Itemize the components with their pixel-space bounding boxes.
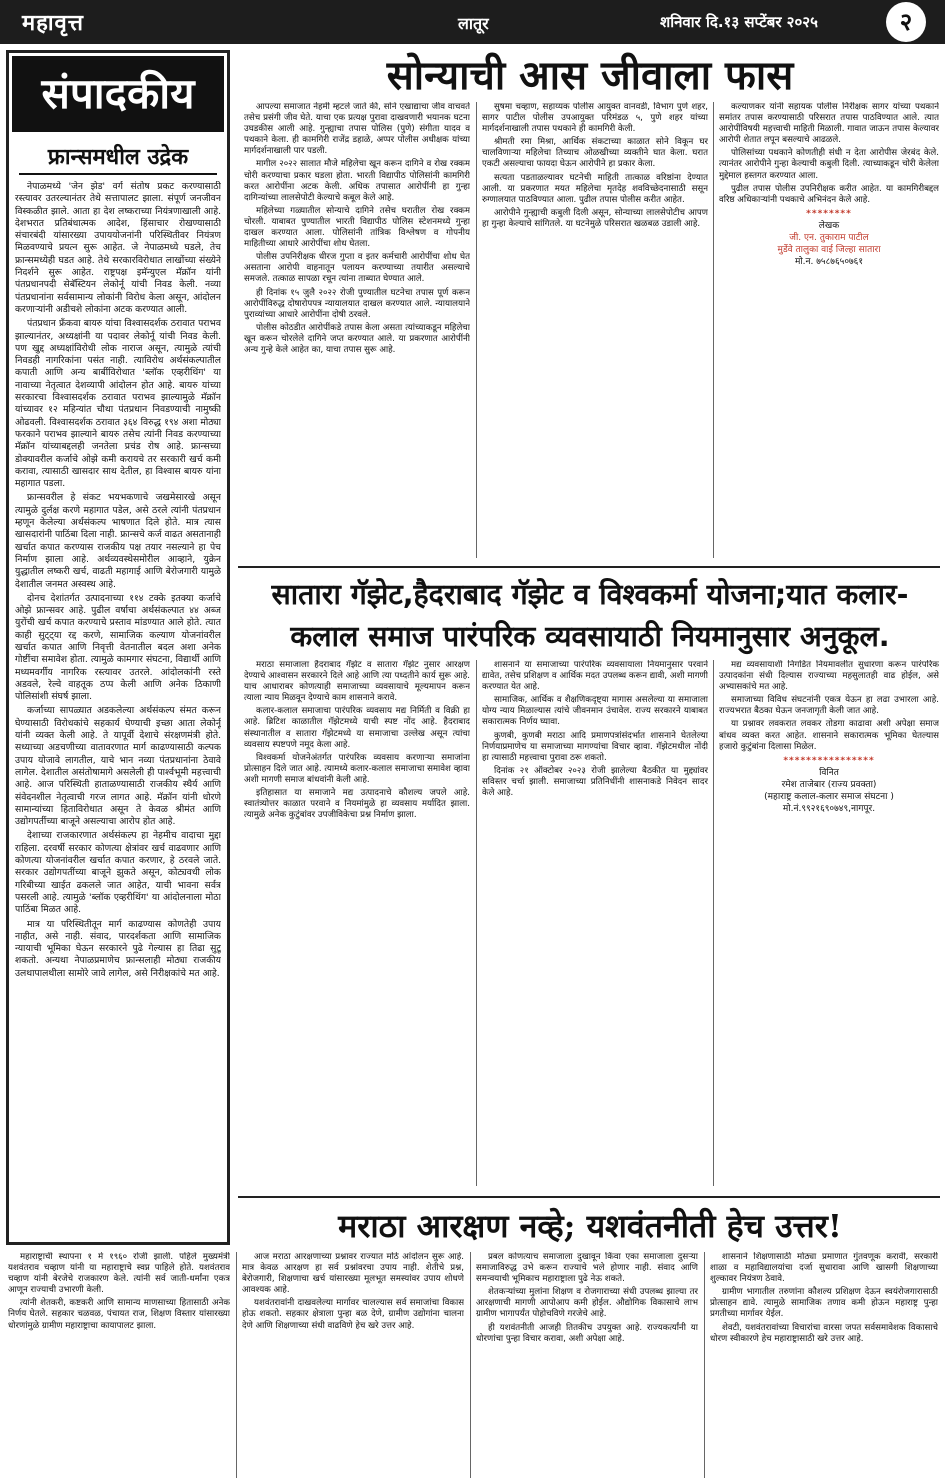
edition-city: लातूर — [458, 14, 489, 33]
column-divider — [713, 102, 714, 558]
column-divider — [470, 1252, 471, 1478]
issue-date: शनिवार दि.१३ सप्टेंबर २०२५ — [660, 13, 818, 31]
article3-paragraph: आज मराठा आरक्षणाच्या प्रश्नावर राज्यात मोठे आंदोलन सुरू आहे. मात्र केवळ आरक्षण हा सर्व प्रश्नांवरचा उपाय नाही. शेतीचे प्रश्न, बेरोजगारी, शिक्षणाचा खर्च यांसारख्या मूलभूत समस्यांवर उपाय शोधणे आवश्यक आहे. — [242, 1252, 464, 1296]
article2-paragraph: दिनांक २१ ऑक्टोबर २०२३ रोजी झालेल्या बैठकीत या मुद्द्यांवर सविस्तर चर्चा झाली. समाजाच्या प्रतिनिधींनी शासनाकडे निवेदन सादर केले आहे. — [482, 765, 708, 799]
article2-column-1 — [244, 660, 470, 1188]
editorial-paragraph: देशाच्या राजकारणात अर्थसंकल्प हा नेहमीच वादाचा मुद्दा राहिला. दरवर्षी सरकार कोणत्या क्षेत्रांवर खर्च वाढवणार आणि कोणत्या योजनांवरील खर्चात कपात करणार, हे ठरवले जाते. सरकार उद्योगपतींच्या बाजूने झुकते असून, कोट्यवधी लोक गरिबीच्या खाईत ढकलले जात आहेत, याची भावना सर्वत्र पसरली आहे. त्यामुळे 'ब्लॉक एव्हरीथिंग' या आंदोलनाला मोठा पाठिंबा मिळत आहे. — [15, 830, 221, 916]
article3-paragraph: ग्रामीण भागातील तरुणांना कौशल्य प्रशिक्षण देऊन स्वयंरोजगारासाठी प्रोत्साहन द्यावे. त्यामुळे सामाजिक तणाव कमी होऊन महाराष्ट्र पुन्हा प्रगतीच्या मार्गावर येईल. — [710, 1287, 938, 1320]
article1-paragraph: श्रीमती रमा मिश्रा, आर्थिक संकटाच्या काळात सोने विकून घर चालविणाऱ्या महिलेचा तिच्याच ओळखीच्या व्यक्तीने घात केला. घरात एकटी असल्याचा फायदा घेऊन आरोपीने हा प्रकार केला. — [482, 137, 708, 170]
editorial-paragraph: मात्र या परिस्थितीतून मार्ग काढण्यास कोणतेही उपाय नाहीत, असे नाही. संवाद, पारदर्शकता आणि सामाजिक न्यायाची भूमिका घेऊन सरकारने पुढे गेल्यास हा तिढा सुटू शकतो. अन्यथा नेपाळप्रमाणेच फ्रान्सलाही मोठ्या राजकीय उलथापालथीला सामोरे जावे लागेल, असे निरीक्षकांचे मत आहे. — [15, 918, 221, 979]
article1-paragraph: महिलेच्या गळ्यातील सोन्याचे दागिने तसेच घरातील रोख रक्कम चोरली. याबाबत पुण्यातील भारती विद्यापीठ पोलिस स्टेशनमध्ये गुन्हा दाखल करण्यात आला. पोलिसांनी तांत्रिक विश्लेषण व गोपनीय माहितीच्या आधारे आरोपींचा शोध घेतला. — [244, 205, 470, 250]
author-place: मुर्डेवे तालुका वाई जिल्हा सातारा — [777, 244, 881, 255]
article1-column-3 — [719, 102, 939, 560]
article1-paragraph: सत्यता पडताळल्यावर घटनेची माहिती तात्काळ वरिष्ठांना देण्यात आली. या प्रकरणात मयत महिलेचा मृतदेह शवविच्छेदनासाठी ससून रुग्णालयात पाठविण्यात आला. पुढील तपास पोलीस करीत आहेत. — [482, 172, 708, 205]
author-label: विनित — [819, 767, 839, 778]
article1-column-2 — [482, 102, 708, 560]
author-stars: **************** — [783, 755, 875, 766]
article1-paragraph: आरोपीने गुन्ह्याची कबुली दिली असून, सोन्याच्या लालसेपोटीच आपण हा गुन्हा केल्याचे सांगितले. या घटनेमुळे परिसरात खळबळ उडाली आहे. — [482, 207, 708, 229]
article1-paragraph: पोलीस कोठडीत आरोपींकडे तपास केला असता त्यांच्याकडून महिलेचा खून करून चोरलेले दागिने जप्त करण्यात आले. या प्रकरणात आरोपींनी अन्य गुन्हे केले आहेत का, याचा तपास सुरू आहे. — [244, 322, 470, 355]
article3-paragraph: शासनाने शिक्षणासाठी मोठ्या प्रमाणात गुंतवणूक करावी, सरकारी शाळा व महाविद्यालयांचा दर्जा सुधारावा आणि खासगी शिक्षणाच्या शुल्कावर नियंत्रण ठेवावे. — [710, 1252, 938, 1285]
article3-column-4 — [710, 1252, 938, 1478]
article1-author-block — [719, 208, 939, 268]
article2-author-block — [719, 755, 939, 815]
article3-paragraph: यशवंतरावांनी दाखवलेल्या मार्गावर चालल्यास सर्व समाजांचा विकास होऊ शकतो. सहकार क्षेत्राला पुन्हा बळ देणे, ग्रामीण उद्योगांना चालना देणे आणि शिक्षणाच्या संधी वाढविणे हेच खरे उत्तर आहे. — [242, 1298, 464, 1331]
article2-paragraph: सामाजिक, आर्थिक व शैक्षणिकदृष्ट्या मागास असलेल्या या समाजाला योग्य न्याय मिळाल्यास त्यांचे जीवनमान उंचावेल. राज्य सरकारने याबाबत सकारात्मक निर्णय घ्यावा. — [482, 695, 708, 728]
page-number: २ — [886, 2, 926, 42]
author-stars: ******** — [806, 208, 852, 219]
masthead-bar — [0, 0, 945, 44]
article3-column-3 — [476, 1252, 698, 1478]
column-divider — [476, 660, 477, 1186]
article1-paragraph: सुषमा चव्हाण, सहाय्यक पोलीस आयुक्त वानवडी, विभाग पुणे शहर, सागर पाटील पोलीस उपआयुक्त परिमंडळ ५, पुणे शहर यांच्या मार्गदर्शनाखाली तपास पथकाने ही कामगिरी केली. — [482, 102, 708, 135]
article2-headline-line2: कलाल समाज पारंपरिक व्यवसायाठी नियमानुसार अनुकूल. — [290, 620, 890, 653]
author-name: जी. एन. तुकाराम पाटील — [789, 232, 869, 243]
editorial-title-rule — [19, 173, 217, 175]
article2-paragraph: कलार-कलाल समाजाचा पारंपरिक व्यवसाय मद्य निर्मिती व विक्री हा आहे. ब्रिटिश काळातील गॅझेटमध्ये याची स्पष्ट नोंद आहे. हैदराबाद संस्थानातील व सातारा गॅझेटमध्ये या समाजाचा उल्लेख असून त्यांचा व्यवसाय स्पष्टपणे नमूद केला आहे. — [244, 706, 470, 750]
article1-paragraph: ही दिनांक १५ जुलै २०२२ रोजी पुण्यातील घटनेचा तपास पूर्ण करून आरोपींविरुद्ध दोषारोपपत्र न्यायालयात दाखल करण्यात आले. न्यायालयाने पुराव्यांच्या आधारे आरोपींना दोषी ठरवले. — [244, 287, 470, 320]
article3-paragraph: प्रबल कोणत्याच समाजाला दुखावून किंवा एका समाजाला दुसऱ्या समाजाविरुद्ध उभे करून राज्याचे भले होणार नाही. संवाद आणि समन्वयाची भूमिकाच महाराष्ट्राला पुढे नेऊ शकते. — [476, 1252, 698, 1285]
article1-paragraph: पोलिसांच्या पथकाने कोणतीही संधी न देता आरोपीस जेरबंद केले. त्यानंतर आरोपीने गुन्हा केल्याची कबुली दिली. त्याच्याकडून चोरी केलेला मुद्देमाल हस्तगत करण्यात आला. — [719, 148, 939, 181]
article1-headline: सोन्याची आस जीवाला फास — [386, 52, 794, 99]
column-divider — [713, 660, 714, 1186]
article3-paragraph: शेतकऱ्यांच्या मुलांना शिक्षण व रोजगाराच्या संधी उपलब्ध झाल्या तर आरक्षणाची मागणी आपोआप कमी होईल. औद्योगिक विकासाचे लाभ ग्रामीण भागापर्यंत पोहोचविणे गरजेचे आहे. — [476, 1287, 698, 1320]
article2-column-2 — [482, 660, 708, 1188]
article3-paragraph: शेवटी, यशवंतरावांच्या विचारांचा वारसा जपत सर्वसमावेशक विकासाचे धोरण स्वीकारणे हेच महाराष्ट्रासाठी खरे उत्तर आहे. — [710, 1322, 938, 1344]
author-org: (महाराष्ट्र कलाल-कलार समाज संघटना ) — [764, 791, 894, 802]
article2-paragraph: मद्य व्यवसायाशी निगडित नियमावलीत सुधारणा करून पारंपरिक उत्पादकांना संधी दिल्यास राज्याच्या महसुलातही वाढ होईल, असे अभ्यासकांचे मत आहे. — [719, 660, 939, 693]
article2-paragraph: इतिहासात या समाजाने मद्य उत्पादनाचे कौशल्य जपले आहे. स्वातंत्र्योत्तर काळात परवाने व नियमांमुळे हा व्यवसाय मर्यादित झाला. त्यामुळे अनेक कुटुंबांवर उपजीविकेचा प्रश्न निर्माण झाला. — [244, 788, 470, 821]
article2-paragraph: विश्वकर्मा योजनेअंतर्गत पारंपरिक व्यवसाय करणाऱ्या समाजांना प्रोत्साहन दिले जात आहे. त्यामध्ये कलार-कलाल समाजाचा समावेश व्हावा अशी मागणी समाज बांधवांनी केली आहे. — [244, 752, 470, 785]
editorial-title: फ्रान्समधील उद्रेक — [47, 145, 189, 170]
article3-paragraph: त्यांनी शेतकरी, कष्टकरी आणि सामान्य माणसाच्या हितासाठी अनेक निर्णय घेतले. सहकार चळवळ, पंचायत राज, शिक्षण विस्तार यांसारख्या धोरणांमुळे ग्रामीण महाराष्ट्राचा कायापालट झाला. — [8, 1298, 230, 1331]
article1-paragraph: मागील २०२२ सालात मौजे महिलेचा खून करून दागिने व रोख रक्कम चोरी करण्याचा प्रकार घडला होता. भारती विद्यापीठ पोलिसांनी कामगिरी करत आरोपींना अटक केली. अधिक तपासात आरोपींनी हा गुन्हा दागिन्यांच्या लालसेपोटी केल्याचे कबूल केले आहे. — [244, 159, 470, 203]
editorial-paragraph: दोनच देशांतर्गत उत्पादनाच्या ११४ टक्के इतक्या कर्जाचे ओझे फ्रान्सवर आहे. पुढील वर्षाचा अर्थसंकल्पात ४४ अब्ज युरोंची खर्च कपात करण्याचे प्रस्ताव मांडण्यात आले होते. त्यात काही सुट्ट्या रद्द करणे, सामाजिक कल्याण योजनांवरील खर्चात कपात आणि निवृत्ती वेतनातील बदल अशा अनेक गोष्टींचा समावेश होता. त्यामुळे कामगार संघटना, विद्यार्थी आणि मध्यमवर्गीय नागरिक रस्त्यावर उतरले. आंदोलकांनी रस्ते अडवले, रेल्वे वाहतूक ठप्प केली आणि अनेक ठिकाणी पोलिसांशी संघर्ष झाला. — [15, 592, 221, 703]
article2-paragraph: या प्रश्नावर लवकरात लवकर तोडगा काढावा अशी अपेक्षा समाज बांधव व्यक्त करत आहेत. शासनाने सकारात्मक भूमिका घेतल्यास हजारो कुटुंबांना दिलासा मिळेल. — [719, 719, 939, 752]
editorial-label: संपादकीय — [12, 56, 224, 132]
section-rule — [238, 1196, 940, 1198]
article2-headline-line1: सातारा गॅझेट,हैदराबाद गॅझेट व विश्वकर्मा योजना;यात कलार- — [271, 578, 909, 611]
article3-paragraph: महाराष्ट्राची स्थापना १ मे १९६० रोजी झाली. पहिले मुख्यमंत्री यशवंतराव चव्हाण यांनी या महाराष्ट्राचे स्वप्न पाहिले होते. यशवंतराव चव्हाण यांनी बेरजेचे राजकारण केले. त्यांनी सर्व जाती-धर्मांना एकत्र आणून राज्याची उभारणी केली. — [8, 1252, 230, 1296]
author-name: रमेश ताजेबार (राज्य प्रवक्ता) — [781, 779, 877, 790]
editorial-paragraph: नेपाळमध्ये 'जेन झेड' वर्ग संतोष प्रकट करण्यासाठी रस्त्यावर उतरल्यानंतर तेथे सत्तापालट झाला. संपूर्ण जनजीवन विस्कळीत झाले. आता हा देश लष्कराच्या नियंत्रणाखाली आहे. देशभरात प्रतिबंधात्मक आदेश, हिंसाचार रोखण्यासाठी संचारबंदी यांसारख्या उपाययोजनांनी परिस्थितीवर नियंत्रण मिळवण्याचे प्रयत्न सुरू आहेत. जे नेपाळमध्ये घडले, तेच फ्रान्समध्येही घडत आहे. तेथे सरकारविरोधात लाखोंच्या संख्येने निदर्शने सुरू आहेत. राष्ट्रपक्ष इमॅन्युएल मॅक्रॉन यांनी पंतप्रधानपदी सेबॅस्टियन लेकोर्नू यांची निवड केली. नव्या पंतप्रधानांना सर्वसामान्य लोकांनी विरोध केला असून, आंदोलन करणाऱ्यांनी अडीचशे लोकांना अटक करण्यात आली. — [15, 181, 221, 315]
article1-column-1 — [244, 102, 470, 560]
article3-column-1 — [8, 1252, 230, 1478]
section-rule — [238, 566, 940, 568]
editorial-body — [15, 181, 221, 1236]
article2-column-3 — [719, 660, 939, 1188]
editorial-paragraph: कर्जाच्या सापळ्यात अडकलेल्या अर्थसंकल्प संमत करून घेण्यासाठी विरोधकांचे सहकार्य घेण्याची इच्छा आता लेकोर्नू यांनी व्यक्त केली आहे. ते यापूर्वी देशाचे संरक्षणमंत्री होते. सध्याच्या अडचणीच्या वातावरणात मार्ग काढण्यासाठी कल्पक उपाय योजावे लागतील, याचे भान नव्या पंतप्रधानांना ठेवावे लागेल. देशातील असंतोषामागे असलेली ही पार्श्वभूमी महत्त्वाची आहे. आज परिस्थिती हाताळण्यासाठी राजकीय स्थैर्य आणि संवेदनशील नेतृत्वाची गरज लागत आहे. मॅक्रॉन यांनी धोरणे सामान्यांच्या हिताविरोधात असून ते केवळ श्रीमंत आणि उद्योगपतींच्या बाजूने असल्याचा आरोप होत आहे. — [15, 705, 221, 828]
author-phone: मो.नं.९९२१६९०७४९,नागपूर. — [782, 803, 876, 814]
article2-paragraph: शासनाने या समाजाच्या पारंपरिक व्यवसायाला नियमानुसार परवाने द्यावेत, तसेच प्रशिक्षण व आर्थिक मदत उपलब्ध करून द्यावी, अशी मागणी करण्यात येत आहे. — [482, 660, 708, 693]
article2-headline — [240, 574, 940, 658]
article3-headline: मराठा आरक्षण नव्हे; यशवंतनीती हेच उत्तर! — [338, 1207, 842, 1245]
article3-paragraph: ही यशवंतनीती आजही तितकीच उपयुक्त आहे. राज्यकर्त्यांनी या धोरणांचा पुन्हा विचार करावा, अशी अपेक्षा आहे. — [476, 1322, 698, 1344]
newspaper-brand: महावृत्त — [22, 10, 84, 36]
article1-paragraph: पोलीस उपनिरीक्षक धीरज गुप्ता व इतर कर्मचारी आरोपींचा शोध घेत असताना आरोपी वाहनातून पलायन करण्याच्या तयारीत असल्याचे समजले. तत्काळ सापळा रचून त्यांना ताब्यात घेण्यात आले. — [244, 252, 470, 285]
article1-paragraph: कल्याणकर यांनी सहायक पोलीस निरीक्षक सागर यांच्या पथकाने समांतर तपास करण्यासाठी परिसरात तपास पाठविण्यात आले. त्यात आरोपींविषयी महत्त्वाची माहिती मिळाली. गावात जाऊन तपास केल्यावर आरोपी शेतात लपून बसल्याचे आढळले. — [719, 102, 939, 146]
editorial-paragraph: पंतप्रधान फ्रँकवा बायरु यांचा विश्वासदर्शक ठरावात पराभव झाल्यानंतर, अध्यक्षांनी या पदावर लेकोर्नू यांची निवड केली. पण खुद्द अध्यक्षांविरोधी लोक नाराज असून, त्यामुळे त्यांची निवडही नागरिकांना पसंत नाही. त्याविरोध अर्थसंकल्पातील कपाती आणि अन्य बाबींविरोधात 'ब्लॉक एव्हरीथिंग' या नावाच्या नेतृत्वात देशव्यापी आंदोलन होत आहे. बायरु यांच्या सरकारचा विश्वासदर्शक ठरावात पराभव झाल्यामुळे मॅक्रॉन यांच्यावर १२ महिन्यांत चौथा पंतप्रधान निवडण्याची नामुष्की ओढवली. विश्वासदर्शक ठरावात ३६४ विरुद्ध १९४ अशा मोठ्या फरकाने पराभव झाल्याने बायरु तसेच त्यांनी निवड करण्याच्या मॅक्रॉन यांच्याबद्दलही जनतेला प्रचंड रोष आहे. फ्रान्सच्या डोक्यावरील कर्जाचे ओझे कमी करायचे तर सरकारी खर्च कमी करावा, त्यासाठी खासदार साथ देतील, हा विश्वास बायरु यांना महागात पडला. — [15, 318, 221, 490]
author-label: लेखक — [818, 220, 840, 231]
article2-paragraph: मराठा समाजाला हैदराबाद गॅझेट व सातारा गॅझेट नुसार आरक्षण देण्याचे आश्वासन सरकारने दिले आहे आणि त्या पध्दतीने कार्य सुरू आहे. याच आधाराबर कोणत्याही समाजाच्या व्यवसायाचे मूल्यमापन करून त्याला न्याय मिळवून देण्याचे काम शासनाने करावे. — [244, 660, 470, 704]
article3-column-2 — [242, 1252, 464, 1478]
article1-paragraph: आपल्या समाजात नेहमी म्हटले जाते की, सोने एखाद्याचा जीव वाचवते तसेच प्रसंगी जीव घेते. याचा एक प्रत्यक्ष पुरावा दाखवणारी भयानक घटना उघडकीस आली आहे. गुन्ह्याचा तपास पोलिस (पुणे) संगीता यादव व पथकाने केला. ही कामगिरी राजेंद्र डहाळे, अप्पर पोलीस अधीक्षक यांच्या मार्गदर्शनाखाली पार पडली. — [244, 102, 470, 157]
article1-paragraph: पुढील तपास पोलीस उपनिरीक्षक करीत आहेत. या कामगिरीबद्दल वरिष्ठ अधिकाऱ्यांनी पथकाचे अभिनंदन केले आहे. — [719, 183, 939, 205]
column-divider — [476, 102, 477, 558]
column-divider — [704, 1252, 705, 1478]
column-divider — [236, 1252, 237, 1478]
article2-paragraph: समाजाच्या विविध संघटनांनी एकत्र येऊन हा लढा उभारला आहे. राज्यभरात बैठका घेऊन जनजागृती केली जात आहे. — [719, 695, 939, 717]
author-phone: मो.न. ७५८७६५०७६१ — [794, 256, 864, 267]
article2-paragraph: कुणबी, कुणबी मराठा आदि प्रमाणपत्रांसंदर्भात शासनाने घेतलेल्या निर्णयाप्रमाणेच या समाजाच्या मागण्यांचा विचार व्हावा. गॅझेटमधील नोंदी हा त्यासाठी महत्त्वाचा पुरावा ठरू शकतो. — [482, 730, 708, 763]
editorial-column — [6, 50, 230, 1245]
editorial-paragraph: फ्रान्सवरील हे संकट भयभकणाचे जखमेसारखे असून त्यामुळे दुर्लक्ष करणे महागात पडेल, असे ठरले त्यांनी पंतप्रधान म्हणून केलेल्या अर्थसंकल्प भाषणात दिले होते. मात्र त्यास खासदारांनी पाठिंबा दिला नाही. फ्रान्सचे कर्ज वाढत असतानाही खर्चात कपात करण्यास राजकीय पक्ष तयार नसल्याने हा पेच निर्माण झाला आहे. अर्थव्यवस्थेसमोरील आव्हाने, युक्रेन युद्धातील लष्करी खर्च, वाढती महागाई आणि बेरोजगारी यामुळे देशातील जनमत अस्वस्थ आहे. — [15, 492, 221, 590]
